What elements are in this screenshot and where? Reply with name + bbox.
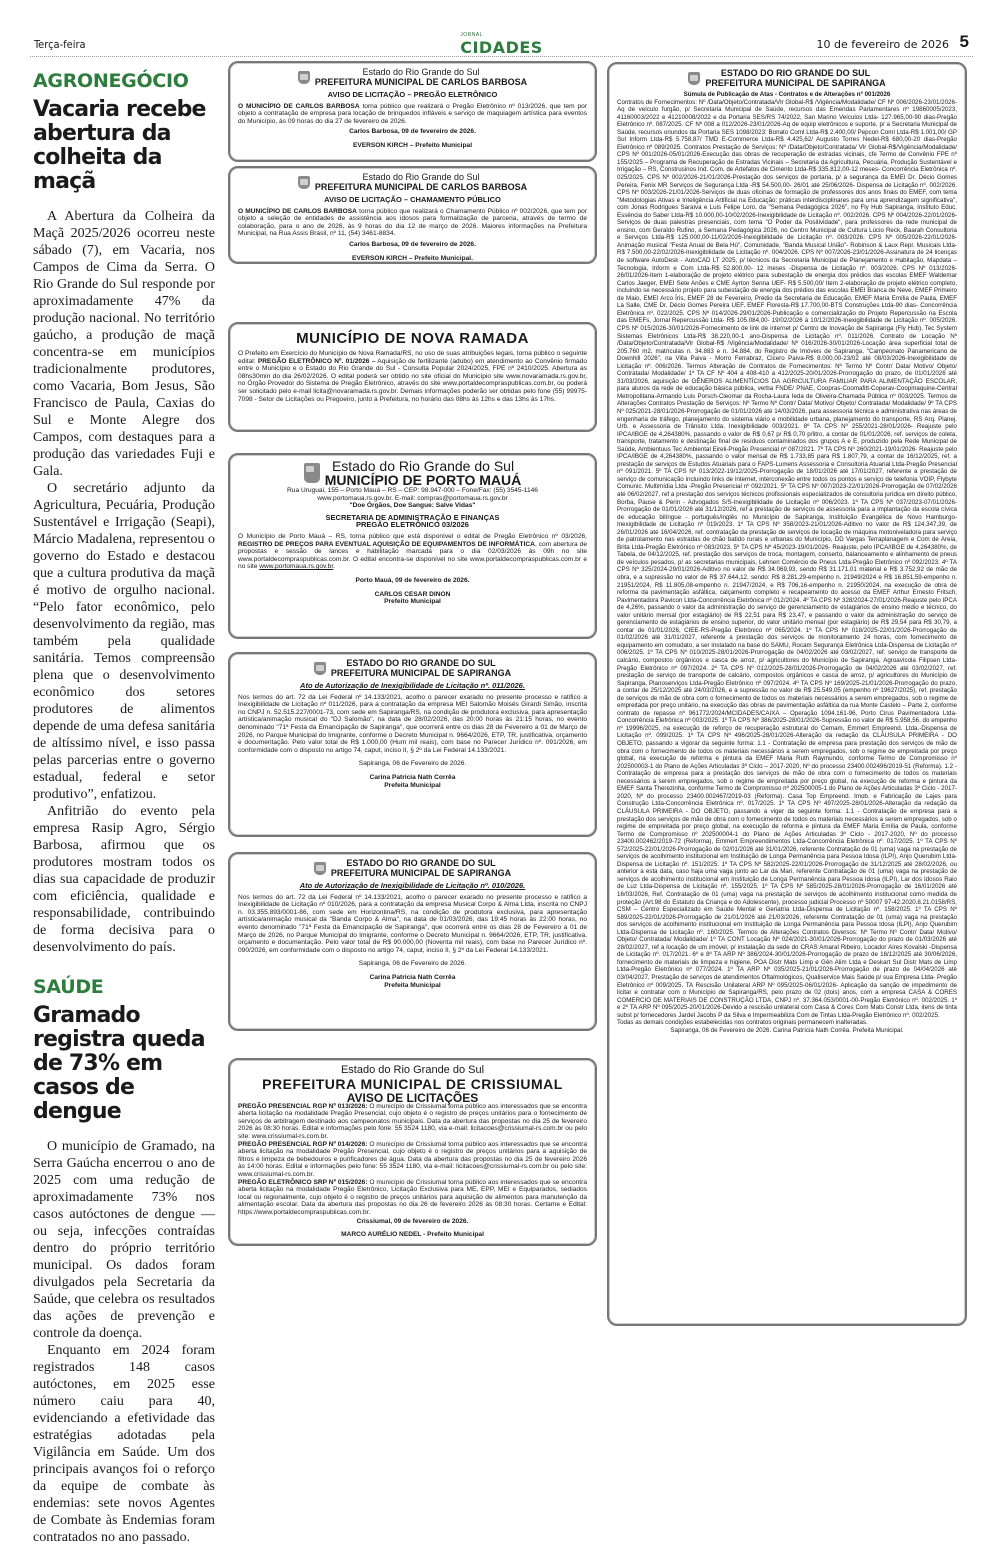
notice-state: ESTADO DO RIO GRANDE DO SUL bbox=[720, 68, 871, 78]
notice-signer: Carina Patricia Nath Corrêa bbox=[369, 773, 456, 781]
notice-state: Estado do Rio Grande do Sul bbox=[362, 67, 480, 77]
notice-org: PREFEITURA MUNICIPAL DE SAPIRANGA bbox=[330, 868, 512, 878]
notice-body bbox=[238, 350, 587, 403]
notice-text: O município de Crissiumal torna público aos interessados que se encontra aberta licitação na modalidade Pregão Eletrônico, Licitação Exclusiva para ME, EPP, MEI e Equiparados, sediados local ou regionalmente, cujo objeto é o registro de preços unitários para aquisição de alimentos para manutenção da alimentação escolar. Data da abertura das propostas no dia 26 de fevereiro 2026 às 08:30 horas. Certame e Edital: https://www.portaldecompraspublicas.com.br. bbox=[238, 1178, 587, 1216]
notice-sapiranga-011 bbox=[228, 652, 597, 837]
notice-org: PREFEITURA MUNICIPAL DE SAPIRANGA bbox=[330, 668, 512, 678]
newspaper-logo bbox=[460, 32, 543, 58]
notice-text: torna público que realizará o Chamamento Público nº 002/2026, que tem por objeto a seleção de entidades de assistência aos idosos para formalização de parceria, através de termo de colaboração, para o ano de 2026, às 9 horas do dia 12 de março de 2026. Maiores informações na Prefeitura Municipal, na Rua Assis Brasil, nº 11, (54) 3461-8834. bbox=[238, 207, 587, 238]
notice-title: Ato de Autorização de Inexigibilidade de Licitação nº. 011/2026. bbox=[300, 681, 525, 690]
notice-item bbox=[238, 1141, 587, 1179]
logo-text: CIDADES bbox=[460, 38, 543, 57]
notice-title: PREGÃO ELETRÔNICO 03/2026 bbox=[356, 520, 469, 530]
notice-org: MUNICÍPIO DE PORTO MAUÁ bbox=[324, 472, 522, 488]
article-body bbox=[33, 1138, 215, 1546]
notice-place-date: Carlos Barbosa, 09 de fevereiro de 2026. bbox=[349, 240, 476, 248]
notice-body: O Município de Porto Mauá – RS, torna público que está disponível o edital de Pregão Eletrônico nº 03/2026, REGISTRO DE PREÇOS PARA EVENTUAL AQUISIÇÃO DE EQUIPAMENTOS DE INFORMÁTICA, com abertura de propostas e sessão de lances e habilitação marcada para o dia 02/03/2026 às 09h no site www.portaldecompraspublicas.com.br. O edital encontra-se disponível no site www.portaldecompraspublicas.com.br e no site www.portomaua.rs.gov.br. bbox=[238, 532, 588, 571]
notice-text: O município de Crissiumal torna público aos interessados que se encontra aberta licitação na modalidade Pregão Presencial, cujo objeto é o registro de preços unitários para a aquisição de filtros e limpeza de bebedouros e purificadores de água. Data da abertura das propostas no dia 25 de fevereiro 2026 às 14:00 horas. Edital e informações pelo fone: 55 3524 1180, via e-mail: licitacoes@crissiumal-rs.com.br ou pelo site: www.crissiumal-rs.com.br. bbox=[238, 1140, 587, 1178]
coat-of-arms-icon bbox=[298, 176, 310, 189]
notice-title: AVISO DE LICITAÇÕES bbox=[346, 1091, 479, 1105]
notice-text: O município de Crissiumal torna público aos interessados que se encontra aberta licitação na modalidade Pregão Presencial, cujo objeto é o registro de preços unitários para o fornecimento de serviços de arbitragem destinado aos campeonatos municipais. Data da abertura das propostas no dia 25 de fevereiro 2026 às 08:30 horas. Edital e informações pelo fone: 55 3524 1180, via e-mail: licitacoes@crissiumal-rs.com.br ou pelo site: www.crissiumal-rs.com.br. bbox=[238, 1102, 587, 1140]
notice-lead: PREGÃO ELETRÔNICO SRP Nº 015/2026: bbox=[238, 1178, 368, 1186]
article-agronegocio bbox=[33, 70, 215, 956]
notice-signature: EVERSON KIRCH – Prefeito Municipal. bbox=[352, 254, 473, 262]
header-weekday: Terça-feira bbox=[34, 38, 86, 51]
notice-signature: MARCO AURÉLIO NEDEL - Prefeito Municipal bbox=[341, 1231, 484, 1239]
news-column bbox=[33, 70, 215, 1546]
paragraph: A Abertura da Colheira da Maçã 2025/2026 ocorreu neste sábado (7), em Vacaria, nos Campos de Cima da Serra. O Rio Grande do Sul responde por aproximadamente 47% da produção nacional. No território gaúcho, a produção de maçã concentra-se em municípios tradicionalmente produtores, como Vacaria, Bom Jesus, São Francisco de Paula, Caxias do Sul e Monte Alegre dos Campos, com destaques para a produção das variedades Fuji e Gala. bbox=[33, 209, 215, 479]
notice-title: Ato de Autorização de Inexigibilidade de Licitação nº. 010/2026. bbox=[299, 881, 526, 890]
notice-text: Aquisição de fertilizante (adubo) em atendimento ao Convênio firmado entre o Município e o Estado do Rio Grande do Sul - Consulta Popular 2024/2025, FPE nº 2410/2025. Abertura as 08hs30min do dia 26/02/2026. O edital poderá ser obtido no site oficial do Município site www.novaramada.rs.gov.br, no Órgão Provedor do Sistema de Pregão Eletrônico, através do site www.portaldecompraspublicas.com.br, ou poderá ser solicitado pelo e-mail licita@novaramada.rs.gov.br. Demais informações poderão ser obtidas pelo fone (55) 99975-7098 - Setor de Licitações ou Pregoeiro, junto a Prefeitura, no horário das 08hs às 12hs e das 13hs às 17hs. bbox=[238, 357, 587, 403]
notice-porto-maua bbox=[228, 453, 597, 639]
notice-text: , com abertura de propostas e sessão de lances e habilitação marcada para o dia 02/03/2026 às 09h no site www.portaldecompraspublicas.com.br. O edital encontra-se disponível no site www.portaldecompraspublicas.com.br e no site bbox=[238, 540, 588, 571]
notice-lead: PREGÃO ELETRÔNICO Nº. 01/2026 – bbox=[257, 357, 376, 365]
notice-lead: PREGÃO PRESENCIAL RGP Nº 013/2026: bbox=[238, 1102, 368, 1110]
logo-small-text: JORNAL bbox=[460, 32, 483, 38]
notice-role: Prefeita Municipal bbox=[384, 981, 441, 989]
page-number: 5 bbox=[959, 32, 969, 51]
notice-slogan: "Doe Órgãos, Doe Sangue: Salve Vidas" bbox=[349, 502, 476, 510]
notice-lead: O MUNICÍPIO DE CARLOS BARBOSA bbox=[238, 207, 357, 215]
notice-signer: CARLOS CESAR DINON bbox=[374, 590, 451, 598]
paragraph: O secretário adjunto da Agricultura, Pecuária, Produção Sustentável e Irrigação (Seapi), Márcio Madalena, representou o governo do Estado e destacou que a cultura produtiva da maçã é motivo de orgulho nacional. “Pelo fator econômico, pelo desenvolvimento da região, mas também pela qualidade sanitária. Temos compreensão plena que o desenvolvimento econômico dos setores produtores de alimentos depende de uma defesa sanitária de altíssimo nível, e isso passa pelas parcerias entre o governo estadual, federal e setor produtivo”, enfatizou. bbox=[33, 481, 215, 802]
paragraph: Enquanto em 2024 foram registrados 148 casos autóctones, em 2025 esse número caiu para 40, evidenciando a efetividade das estratégias adotadas pela Vigilância em Saúde. Um dos principais avanços foi o reforço da equipe de combate às endemias: sete novos Agentes de Combate às Endemias foram contratados no ano passado. bbox=[33, 1343, 215, 1545]
notice-org: PREFEITURA MUNICIPAL DE CARLOS BARBOSA bbox=[314, 182, 528, 192]
notice-place-date: Sapiranga, 06 de Fevereiro de 2026. bbox=[358, 960, 467, 968]
paragraph: O município de Gramado, na Serra Gaúcha encerrou o ano de 2025 com uma redução de aproximadamente 73% nos casos autóctones de dengue — ou seja, infecções contraídas dentro do próprio território municipal. Os dados foram divulgados pela Secretaria da Saúde, que celebra os resultados das ações de prevenção e controle da doença. bbox=[33, 1139, 215, 1341]
notice-title: AVISO DE LICITAÇÃO – PREGÃO ELETRÔNICO bbox=[327, 90, 498, 99]
coat-of-arms-icon bbox=[314, 662, 326, 675]
notice-place-date: Carlos Barbosa, 09 de fevereiro de 2026. bbox=[349, 128, 476, 136]
notice-org: PREFEITURA MUNICIPAL DE CARLOS BARBOSA bbox=[314, 77, 528, 87]
notice-title: MUNICÍPIO DE NOVA RAMADA bbox=[296, 330, 529, 347]
notice-title: Súmula de Publicação de Atas - Contratos e de Alterações nº 001/2026 bbox=[683, 91, 891, 98]
notice-web: www.portomaua.rs.gov.br. E-mail: compras@portomaua.rs.gov.br bbox=[317, 494, 508, 502]
notice-carlos-barbosa-chamamento bbox=[228, 166, 597, 264]
notice-sapiranga-010 bbox=[228, 852, 597, 1031]
section-label: AGRONEGÓCIO bbox=[33, 70, 189, 92]
notice-body: Nos termos do art. 72 da Lei Federal nº 14.133/2021, acolho o parecer exarado no presente processo e ratifico a Inexigibilidade de Licitação nº 011/2026, para a contratação da empresa MEI Salomão Moisés Girardi Simão, inscrita no CNPJ n. 52.515.227/0001-73, com sede em Sapiranga/RS, na condição de produtora exclusiva, para apresentação artística/animação musical do "DJ Salomão", na data de 28/02/2026, das 20:00 horas às 21:15 horas, no evento denominado "71ª Festa da Emancipação de Sapiranga", que ocorrerá entre os dias 28 de Fevereiro a 01 de Março de 2026, no Parque Municipal do Imigrante, conforme o Decreto Municipal n. 9664/2026, ETP, TR, justificativa, orçamento e documentação. Pelo valor total de R$ 1.000,00 (Hum mil reais), com base no Parecer Jurídico nº. 091/2026, em conformidade com o disposto no artigo 74, caput, inciso II, § 2º da Lei Federal 14.133/2021. bbox=[238, 693, 587, 754]
page-header bbox=[30, 30, 973, 57]
notice-body bbox=[238, 103, 587, 126]
notice-place-date: Sapiranga, 06 de Fevereiro de 2026. Carina Patrícia Nath Corrêa. Prefeita Municipal. bbox=[670, 1026, 904, 1034]
notice-lead: O MUNICÍPIO DE CARLOS BARBOSA bbox=[238, 102, 360, 110]
notice-body bbox=[238, 208, 587, 238]
notice-crissiumal bbox=[228, 1058, 597, 1246]
article-saude bbox=[33, 976, 215, 1546]
notice-state: ESTADO DO RIO GRANDE DO SUL bbox=[346, 658, 496, 668]
notice-place-date: Crissiumal, 09 de fevereiro de 2026. bbox=[356, 1217, 469, 1225]
notice-org: PREFEITURA MUNICIPAL DE CRISSIUMAL bbox=[262, 1076, 563, 1092]
article-headline: Vacaria recebe abertura da colheita da maçã bbox=[33, 97, 206, 194]
notice-text: O Prefeito em Exercício do Município de Nova Ramada/RS, no uso de suas atribuições legais, torna público o seguinte edital: bbox=[238, 350, 587, 365]
notice-carlos-barbosa-pregao bbox=[228, 61, 597, 162]
header-date: 10 de fevereiro de 2026 bbox=[816, 38, 949, 51]
notice-title: AVISO DE LICITAÇÃO – CHAMAMENTO PÚBLICO bbox=[324, 195, 501, 204]
notice-body: Nos termos do art. 72 da Lei Federal nº 14.133/2021, acolho o parecer exarado no presente processo e ratifico a Inexigibilidade de Licitação nº 010/2026, para a contratação da empresa Musical Corpo & Alma Ltda, inscrita no CNPJ n. 03.355.893/0001-86, com sede em Horizontina/RS, na condição de produtora exclusiva, para apresentação artística/animação musical da "Banda Corpo & Alma", na data de 01/03/2026, das 19:45 horas às 22:00 horas, no evento denominado "71ª Festa da Emancipação de Sapiranga", que ocorrerá entre os dias 28 de Fevereiro a 01 de Março de 2026, no Parque Municipal do Imigrante, conforme o Decreto Municipal n. 9664/2026, ETP, TR, justificativa, orçamento e documentação. Pelo valor total de R$ 90.000,00 (Noventa mil reais), com base no Parecer Jurídico nº. 090/2026, em conformidade com o disposto no artigo 74, caput, inciso II, § 2º da Lei Federal 14.133/2021. bbox=[238, 893, 587, 954]
notice-sapiranga-sumula bbox=[607, 62, 967, 1326]
notice-org: PREFEITURA MUNICIPAL DE SAPIRANGA bbox=[705, 78, 886, 88]
notice-closing: Todas as demais condições estabelecidas nos contratos originais permanecem inalteradas. bbox=[617, 1019, 868, 1027]
notice-dept: SECRETARIA DE ADMINISTRAÇÃO E FINANÇAS bbox=[325, 512, 500, 522]
notice-place-date: Sapiranga, 06 de Fevereiro de 2026. bbox=[358, 760, 467, 768]
website-link[interactable]: www.portomaua.rs.gov.br bbox=[259, 563, 334, 571]
notice-signer: Carina Patricia Nath Corrêa bbox=[369, 973, 456, 981]
notice-address: Rua Uruguai, 155 – Porto Mauá – RS – CEP: 98.947-000 – Fone/Fax: (55) 3545-1146 bbox=[287, 487, 538, 494]
notice-state: Estado do Rio Grande do Sul bbox=[331, 458, 515, 474]
notice-place-date: Porto Mauá, 09 de fevereiro de 2026. bbox=[355, 576, 470, 584]
notice-text: O Município de Porto Mauá – RS, torna público que está disponível o edital de Pregão Eletrônico nº 03/2026, bbox=[238, 532, 587, 540]
coat-of-arms-icon bbox=[688, 72, 700, 85]
notice-state: ESTADO DO RIO GRANDE DO SUL bbox=[346, 858, 496, 868]
section-label: SAÚDE bbox=[33, 976, 104, 998]
coat-of-arms-icon bbox=[298, 71, 310, 84]
notice-signature: EVERSON KIRCH – Prefeito Municipal bbox=[352, 141, 473, 149]
notice-role: Prefeito Municipal bbox=[384, 598, 441, 606]
notice-state: Estado do Rio Grande do Sul bbox=[362, 172, 480, 182]
notice-role: Prefeita Municipal bbox=[384, 781, 441, 789]
notice-state: Estado do Rio Grande do Sul bbox=[340, 1064, 485, 1076]
paragraph: Anfitrião do evento pela empresa Rasip Agro, Sérgio Barbosa, afirmou que os produtores mostram todos os dias sua capacidade de produzir com eficiência, qualidade e responsabilidade, contribuindo de forma decisiva para o desenvolvimento do país. bbox=[33, 804, 215, 955]
notice-item bbox=[238, 1103, 587, 1141]
article-headline: Gramado registra queda de 73% em casos de dengue bbox=[33, 1003, 205, 1124]
notice-lead: REGISTRO DE PREÇOS PARA EVENTUAL AQUISIÇÃO DE EQUIPAMENTOS DE INFORMÁTICA bbox=[238, 540, 535, 548]
coat-of-arms-icon bbox=[304, 463, 320, 483]
notice-body: Contratos de Fornecimentos: Nº /Data/Objeto/Contratada/Vlr Global-R$ /Vigência/Modalidade/ CF Nº 006/2026-23/01/2026-Aq de veículo furgão, p/ Secretaria Municipal de Saúde, recursos das Emendas Parlamentares nº 19860005/2023, 41160003/2022 e 41210008/2022 e da Portaria SES/RS 74/2022, San Marino Veículos Ltda- 127.965,00-90 dias-Pregão Eletrônico nº. 087/2025. CF Nº 008 a 012/2026-23/01/2026-Aq de equip eletrônicos e suporte, p/ a Secretaria Municipal de Saúde, recursos oriundos da Portaria SES 1098/2023: Bonato Coml Ltda-R$ 2.400,00/ Pepcon Coml Ltda-R$ 1.001,00/ GP Sul Inform Ltda-R$ 5.758,87/ TMD E-Commerce Ltda-R$ 4.425,62/ Augusto Torres Nedel-R$ 680,00-20 dias-Pregão Eletrônico nº 089/2025. Contratos Prestação de Serviços: Nº /Data/Objeto/Contratada/ Vlr Global-R$/Vigência/Modalidade/ CPS Nº 001/2026-05/01/2026-Execução das obras de recuperação de estradas vicinais, cfe Termo de Convênio FPE nº 155/2025 – Programa de Recuperação de Estradas Vicinais – Secretaria da Agricultura, Pecuária, Produção Sustentável e Irrigação – RS, Construsinos Ind. Com. de Artefatos de Cimento Ltda-R$ 335.812,00-12 meses- Concorrência Eletrônica nº. 025/2025. CPS Nº 002/2026-21/01/2026-Prestação dos serviços de portaria, p/ a segurança da EMEI Dr. Décio Gomes Pereira, Fenix MR Serviços de Segurança Ltda -R$ 54.500,00- 26/01 até 25/06/2026- Dispensa de Licitação nº. 002/2026. CPS Nº 003/2026-21/01/2026-Serviços de duas oficinas de formação de professores dos anos finais do EMEF, com tema "Metodologias Ativas e Inteligência Artificial na Educação: práticas interdisciplinares para uma aprendizagem significativa", com Jonas Rodrigues Saraiva e Luis Felipe Loro, da "Semana Pedagógica 2026", no Fly Hub Sapiranga, Instituto Educ. Essência do Saber Ltda-R$ 10.000,00-10/02/2026-Inexigibilidade de Licitação nº. 002/2026. CPS Nº 004/2026-22/01/2026-Serviços de duas palestras presenciais, com tema "O Poder da Positividade", para professores da rede municipal de ensino, com Geraldo Rufino, a Semana Pedagógica 2026, no Centro Municipal de Cultura Lúcio Reck, Baarah Consultoria e Serviços Ltda-R$ 125.000,00-11/02/2026-Inexigibilidade de Licitação nº. 003/2026. CPS Nº 005/2026-22/01/2026-Animação musical "Festa Anual de Bela Hú", Comunidade, "Banda Musical União"- Robinson & Laux Repr. Musicais Ltda-R$ 7.500,00-22/02/2026-Inexigibilidade de Licitação nº. 004/2026. CPS Nº 007/2026-23/01/2026-Assinatura de 24 licenças de software AutoDesk - AutoCAD LT 2025, p/ técnicos da Secretaria Municipal de Planejamento e Habitação, Mapdata – Tecnologia, Inform e Com Ltda-R$ 52.800,00- 12 meses -Dispensa de Licitação nº. 003/2026. CPS Nº 013/2026-26/01/2026-Item 1-elaboração de projeto elétrico para subestação de energia dos prédios das escolas EMEF Waldemar Carlos Jaeger, EMEI Sete Anões e CME Ayrton Senna UEF- R$ 5.500,00/ Item 2-elaboração de projeto elétrico completo, incluindo se necessário projeto para subestação de energia dos prédios das escolas EMEI Branca de Neve, EMEF Primeiro de Maio, EMEI Arco Íris, EMEF 28 de Fevereiro, Prédio da Secretaria de Educação, EMEF Maria Emília de Paula, EMEF La Salle, CME Dr. Décio Gomes Pereira UEF, EMEF Floresta-R$ 17.700,00-BTS Construções Ltda-90 dias- Concorrência Eletrônica nº. 022/2025. CPS Nº 014/2026-29/01/2026-Publicação e comercialização do Projeto Repercussão na Escola das EMEFs, Jornal Repercussão Ltda- R$ 105.084,00- 19/02/2026 à 10/12/2026-Inexigibilidade de Licitação nº. 005/2026. CPS Nº 015/2026-30/01/2026-Fornecimento de link de internet p/ Centro de Inovação de Sapiranga (Fly Hub), Tec System Sistemas Eletrônicos Ltda-R$ 38.220,00-1 ano-Dispensa de Licitação nº. 011/2026. Contrato de Locação Nº /Data/Objeto/Contratada/Vlr Global-R$ /Vigência/Modalidade/ Nº 016/2026-30/01/2026-Locação área superficial total de 205.760 m2, matrículas n. 34.883 e n. 34.884, do Registro de Imóveis de Sapiranga, "Campeonato Panamericano de Downhill 2026", na Villa Paiva - Morro Ferrabraz, Cicero Paiva-R$ 8.000,00-23/02 até 08/03/2026-Inexigibilidade de Licitação nº. 006/2026. Termos Alteração de Contratos de Fornecimentos: Nº Termo Nº Contr/ Data/ Motivo/ Objeto/ Contratada/ Modalidade/ 1º TA CF Nº 404 a 408-410 a 412/2025-20/01/2026-Prorrogação do prazo, de 01/01/2026 até 31/03/2026, aquisição de GÊNEROS ALIMENTÍCIOS DA AGRICULTURA FAMILIAR PARA ALIMENTAÇÃO ESCOLAR, para alunos da rede de educação básica pública, verba FNDE/ PNAE, Coopras-Coomafitt-Coperav-Coopmaquine-Central Metropolitana-Armando Luis Porsch-Cleomar da Rocha-Laura Ieda de Oliveira-Chamada Pública nº 003/2025. Termos de Alterações Contratos Prestação de Serviços: Nº Termo Nº Contr/ Data/ Motivo/ Objeto/ Contratada/ Modalidade/ 9º TA CPS Nº 025/2021-28/01/2026-Prorrogação de 01/01/2026 até 14/03/2026, para assessoria técnica e administrativa nas áreas de engenharia de tráfego, planejamento do sistema viário e mobilidade urbana, planejamento do transporte, RS Arq. Planej. Urb. e Assessoria de Trânsito Ltda, Inexigibilidade 003/2021. 8º TA CPS Nº 255/2021-28/01/2026- Reajuste pelo IPCA/IBGE de 4,264380%, passando o valor de R$ 0,67 p/ R$ 0,70 p/litro, a contar de 01/01/2026, ref. serviços de coleta, transporte, tratamento e destinação final de resíduos contaminados dos grupos A e E, produzido pela Rede Municipal de Saúde, Ambientuus Tec Ambiental Eireli-Pregão Presencial nº 087/2021. 7º TA CPS Nº 260/2021-19/01/2026- Reajuste pelo IPCA/IBGE de 4,264380%, passando o valor mensal de R$ 1.733,85 para R$ 1.807,79, a contar de 16/12/2025, ref. a prestação de serviços de Estudos Atuariais para o FAPS-Lumens Assessoria e Consultoria Atuarial Ltda-Pregão Presencial nº 091/2021. 5º TA CPS Nº 013/2022-19/12/2025-Prorrogação de 18/01/2026 até 17/01/2027, referente a prestação de serviço de comunicação incluindo links de internet, interconexão entre todos os pontos e serviço de telefonia VOIP, Flybyte Comunic. Multimídia Ltda -Pregão Presencial nº 092/2021. 5º TA CPS Nº 007/2023-22/01/2026-Prorrogação de 07/02/2026 até 06/02/2027, ref a prestação dos serviços técnicos profissionais especializados de consultoria jurídica em direito público, Borba, Pause & Perin - Advogados S/S-Inexigibilidade de Licitação nº 006/2023. 1º TA CPS Nº 037/2023-07/01/2026-Prorrogação de 01/01/2026 até 31/12/2026, ref a prestação de serviços de assessoria para a implantação da escola cívica de educação bilíngue - português/inglês no Município de Sapiranga, Instituição Evangélica de Novo Hamburgo-Inexigibilidade de Licitação nº 019/2023. 1º TA CPS Nº 358/2023-21/01/2026-Aditivo no valor de R$ 124.347,39, de 26/01/2026 até 16/04/2026, ref. contratação da prestação de serviços de locação de máquina motoniveladora para serviço de patrolamento nas estradas de chão batido rurais e urbanas do Município, DD Vargas Terraplanagem e Com de Areia, Brita Ltda-Pregão Eletrônico nº 083/2023. 5º TA CPS Nº 45/2023-19/01/2026- Reajuste, pelo IPCA/IBGE de 4,264380%, de Tabela, de 04/12/2025, ref. prestação dos serviços de troca, montagem, conserto, balanceamento e alinhamento de pneus de veículos pesados, p/ as secretarias municipais, Lehnen Comércio de Pneus Ltda-Pregão Eletrônico nº 092/2023. 4º TA CPS Nº 325/2024-29/01/2026-Aditivo no valor de R$ 34.069,93, sendo R$ 31.171,01 material e R$ 3.752,92 de mão de obra, e a supressão no valor de R$ 37.644,12, sendo: R$ 8.281,29-empenho n. 21949/2024 e R$ 16.851,59-empenho n. 21951/2024, R$ 11.805,08-empenho n. 21947/2024, e R$ 706,16-empenho n. 21950/2024, na execução de obra de reforma da pavimentação asfáltica, calçamento completo e recapeamento do acesso da EMEF Arthur Ernesto Fritsch, Pavimentadora Pavicon Ltda-Concorrência Eletrônica nº 012/2024. 4º TA CPS Nº 328/2024-27/01/2026-Reajuste pelo IPCA de 4,26%, passando o valor da administração do serviço de gerenciamento de estagiários de ensino médio e técnico, do valor unitário mensal (por estagiário) de R$ 22,51 para R$ 23,47, e passando o valor da administração do serviço de gerenciamento de estagiários de ensino superior, do valor unitário mensal (por estagiário) de R$ 29,54 para R$ 30,79, a contar de 01/01/2026, CIEE-RS-Pregão Eletrônico nº 065/2024. 1º TA CPS Nº 018/2025-22/01/2026-Prorrogação de 01/02/2026 até 31/01/2027, referente a prestação dos serviços de monitoramento 24 horas, com fornecimento de equipamento em comodato, a ser instalado na base do SAMU, Rocam Segurança Eletrônica Ltda-Dispensa de Licitação nº 006/2025. 1º TA CPS Nº 010/2025-28/01/2026-Prorrogação de 04/02/2026 até 03/02/2027, ref. serviço de transporte de calcário, compostos orgânicos e casca de arroz, p/ agricultores do Município de Sapiranga, Agroavícola Filipsen Ltda-Pregão Eletrônico nº 097/2024. 2º TA CPS Nº 012/2025-28/01/2026-Prorrogação de 04/02/2026 até 03/02/2027, ref. prestação de serviço de transporte de calcário, compostos orgânicos e casca de arroz, p/ agricultores do Município de Sapiranga, Planoserviços Ltda-Pregão Eletrônico nº 097/2024. 4º TA CPS Nº 169/2025-21/01/2026-Prorrogação do prazo, a contar de 25/12/2025 até 24/03/2026, e a supressão no valor de R$ 25.549,05 (empenho nº 19627/2025), ref. prestação de serviços de mão de obra com o fornecimento de todos os materiais necessários a serem empregados, sob o regime de empreitada por preço unitário, na execução das obras de pavimentação asfáltica da rua Monte Castelo – Parte 2, conforme contrato de repasse nº 961772/2024/MCIDADES/CAIXA – Operação 1094.161-96, Porto Cirus Pavimentadora Ltda- Concorrência Eletrônica nº 003/2025. 1º TA CPS Nº 386/2025-28/01/2026-Supressão no valor de R$ 5.958,56, do empenho nº 19996/2025, na execução de reforço de recuperação estrutural do Cemam, Emmert Empreend. Ltda.-Dispensa de Licitação nº. 099/2025. 1º TA CPS Nº 496/2025-28/01/2026-Alteração da redação da CLÁUSULA PRIMEIRA - DO OBJETO, passando a vigorar da seguinte forma: 1.1 - Contratação de empresa para prestação dos serviços de mão de obra com o fornecimento de todos os materiais necessários a serem empregados, sob o regime de empreitada por preço global, na execução de reforma e pintura da EMEF Maria Ruth Raymundo, conforme Termo de Compromisso nº 202500003-1 do Plano de Ações Articuladas 3º Ciclo – 2017-2020, Nº do processo 23400.002496/2019-51 (Reforma). 1.2 - Contratação de empresa para a prestação dos serviços de mão de obra com o fornecimento de todos os materiais necessários a serem empregados, sob o regime de empreitada por preço global, na execução de reforma e pintura da EMEF Santa Therezinha, conforme Termo de Compromisso nº 202500005-1 do Plano de Ações Articuladas 3º Ciclo - 2017-2020, Nº do processo 23400.002467/2019-03 (Reforma). Casa Top Empreend. Imob. e Fabricação de Lajes para Construção Ltda-Concorrência Eletrônica nº. 017/2025. 1º TA CPS Nº 497/2025-28/01/2026-Alteração da redação da CLÁUSULA PRIMEIRA - DO OBJETO, passando a viger da seguinte forma: 1.1 - Contratação de empresa para a prestação dos serviços de mão de obra com o fornecimento de todos os materiais necessários a serem empregados, sob o regime de empreitada por preço global, na execução de reforma e pintura da EMEF Maria Emília de Paula, conforme Termo de Compromisso nº 202500004-1 do Plano de Ações Articuladas 3º Ciclo - 2017-2020, Nº do processo 23400.002462/2019-72 (Reforma), Emmert Empreendimentos Ltda-Concorrência Eletrônica nº. 017/2025. 1º TA CPS Nº 572/2025-22/01/2026-Prorrogação de 02/01/2026 até 31/01/2026, referente Contratação de 01 (uma) vaga na prestação de serviços de acolhimento institucional em Instituição de Longa Permanência para Pessoa Idosa (ILPI), Anjo Querubim Ltda-Dispensa de Licitação nº. 151/2025. 1º TA CPS Nº 582/2025-22/01/2026-Prorrogação de 31/12/2025 até 28/02/2026, ou anterior a esta data, caso haja uma vaga junto ao Lar da Mari, referente Contratação de 01 (uma) vaga na prestação de serviços de acolhimento institucional em Instituição de Longa Permanência para Pessoa Idosa (ILPI), Lar dos Idosos Raio de Luz Ltda-Dispensa de Licitação nº. 155/2025. 1º TA CPS Nº 585/2025-28/01/2026-Prorrogação de 16/01/2026 até 16/03/2026, Ref. Contratação de 01 (uma) vaga na prestação de serviços de acolhimento institucional como medida de proteção (Art.98 do Estatuto da Criança e do Adolescente), processo judicial Processo nº 50007 97-42.2020.8.21.0158/RS, CSM – Centro Especializado em Saúde Mental e Geriatria Ltda-Dispensa de Licitação nº. 158/2025. 1º TA CPS Nº 589/2025-22/01/2026-Prorrogação de 21/01/2026 até 21/03/2026, referente Contratação de 01 (uma) vaga na prestação dos serviços de acolhimento institucional em Instituição de Longa Permanência para Pessoa Idosa (ILPI), Anjo Querubim Ltda-Dispensa de Licitação nº. 160/2025. Termos de Alterações Contratos Diversos: Nº Termo Nº Contr/ Data/ Motivo/ Objeto/ Contratada/ Modalidade/ 1º TA CONT Locação Nº 024/2021-30/01/2026-Prorrogação do prazo de 01/03/2026 até 28/02/2027, ref a locação de um imóvel, p/ instalação da sede do CRAS Amaral Ribeiro, Locador Aires Kovalski -Dispensa de Licitação nº. 017/2021. 6º e 8º TA ARP Nº 386/2024-30/01/2026-Prorrogação de prazo de 18/12/2025 até 30/06/2026, fornecimento de materiais de limpeza e higiene, POA Distr Mats Limp e Gên Alim Ltda e Deskart Sul Distr Mats de Limp Ltda-Pregão Eletrônico nº 077/2024. 1º TA ARP Nº 035/2025-21/01/2026-Prorrogação de prazo de 04/04/2026 até 03/04/2027, Prestação de serviços de atendimentos Oftalmológicos, Qualiservice Mais Saúde p/ sua Empresa Ltda- Pregão Eletrônico nº 009/2025. TA Rescisão Unilateral ARP Nº 095/2025-06/01/2026- Aplicação da sanção de impedimento de licitar e contratar com o Município de Sapiranga/RS, pelo prazo de 02 (dois) anos, com a empresa CASA & CORES COMERCIO DE MATERIAIS DE CONSTRUÇÃO LTDA, CNPJ nº. 37.364.053/0001-00-Pregão Eletrônico nº. 002/2025. 1º e 2º TA ARP Nº 095/2025-20/01/2026-Devido a rescisão unilateral com Casa & Cores Com Mats Constr Ltda, itens de tinta subst p/ fornecedores Jardel Jacobs P da Silva e Impermeabiliza Com de Tintas Ltda-Pregão Eletrônico nº. 002/2025. bbox=[617, 98, 957, 1019]
coat-of-arms-icon bbox=[314, 862, 326, 875]
notice-text: torna público que realizará o Pregão Eletrônico nº 013/2026, que tem por objeto a contratação de empresa para locação de brinquedos infláveis e serviço de maquiagem artística para eventos do Município, às 09 horas do dia 27 de fevereiro de 2026. bbox=[238, 102, 587, 125]
notice-nova-ramada bbox=[228, 322, 597, 432]
notice-lead: PREGÃO PRESENCIAL RGP Nº 014/2026: bbox=[238, 1140, 368, 1148]
notice-item bbox=[238, 1179, 587, 1217]
article-body bbox=[33, 208, 215, 956]
